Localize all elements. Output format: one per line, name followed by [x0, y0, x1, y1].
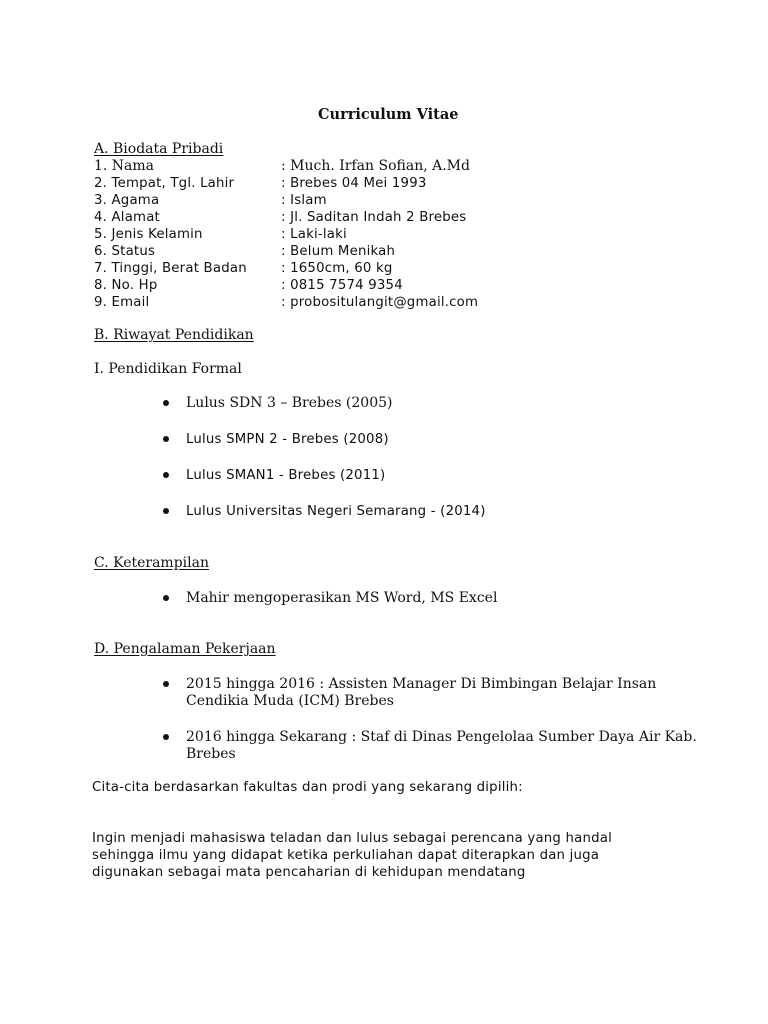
list-item-line: 2016 hingga Sekarang : Staf di Dinas Pengelolaa Sumber Daya Air Kab.: [186, 729, 697, 745]
biodata-label: 3. Agama: [94, 193, 160, 208]
biodata-value: : 0815 7574 9354: [281, 278, 403, 293]
list-item-line: Cendikia Muda (ICM) Brebes: [186, 693, 394, 709]
list-item: Lulus Universitas Negeri Semarang - (2014): [186, 504, 486, 519]
bullet-icon: [163, 436, 169, 442]
skills-heading: C. Keterampilan: [94, 555, 209, 571]
biodata-heading: A. Biodata Pribadi: [94, 141, 224, 157]
list-item: Lulus SMPN 2 - Brebes (2008): [186, 432, 389, 447]
biodata-value: : Belum Menikah: [281, 244, 396, 259]
list-item: Lulus SMAN1 - Brebes (2011): [186, 468, 386, 483]
aspiration-question: Cita-cita berdasarkan fakultas dan prodi yang sekarang dipilih:: [92, 780, 523, 795]
document-title: Curriculum Vitae: [318, 106, 459, 123]
biodata-label: 2. Tempat, Tgl. Lahir: [94, 176, 235, 191]
experience-heading: D. Pengalaman Pekerjaan: [94, 641, 276, 657]
bullet-icon: [163, 734, 169, 740]
biodata-value: : Much. Irfan Sofian, A.Md: [281, 158, 470, 174]
bullet-icon: [163, 472, 169, 478]
biodata-label: 8. No. Hp: [94, 278, 158, 293]
bullet-icon: [163, 400, 169, 406]
biodata-value: : Laki-laki: [281, 227, 347, 242]
biodata-label: 6. Status: [94, 244, 156, 259]
education-subheading: I. Pendidikan Formal: [94, 361, 242, 377]
biodata-value: : 1650cm, 60 kg: [281, 261, 393, 276]
biodata-label: 5. Jenis Kelamin: [94, 227, 203, 242]
paragraph-line: digunakan sebagai mata pencaharian di kehidupan mendatang: [92, 865, 526, 880]
paragraph-line: sehingga ilmu yang didapat ketika perkuliahan dapat diterapkan dan juga: [92, 848, 600, 863]
biodata-value: : Jl. Saditan Indah 2 Brebes: [281, 210, 467, 225]
biodata-label: 4. Alamat: [94, 210, 160, 225]
list-item: Mahir mengoperasikan MS Word, MS Excel: [186, 590, 498, 606]
biodata-label: 9. Email: [94, 295, 150, 310]
biodata-label: 7. Tinggi, Berat Badan: [94, 261, 247, 276]
list-item-line: Brebes: [186, 746, 236, 762]
bullet-icon: [163, 681, 169, 687]
biodata-value: : probositulangit@gmail.com: [281, 295, 479, 310]
bullet-icon: [163, 595, 169, 601]
bullet-icon: [163, 508, 169, 514]
biodata-label: 1. Nama: [94, 158, 155, 174]
paragraph-line: Ingin menjadi mahasiswa teladan dan lulus sebagai perencana yang handal: [92, 831, 612, 846]
biodata-value: : Islam: [281, 193, 327, 208]
education-heading: B. Riwayat Pendidikan: [94, 327, 254, 343]
biodata-value: : Brebes 04 Mei 1993: [281, 176, 427, 191]
list-item-line: 2015 hingga 2016 : Assisten Manager Di Bimbingan Belajar Insan: [186, 676, 657, 692]
list-item: Lulus SDN 3 – Brebes (2005): [186, 395, 393, 411]
